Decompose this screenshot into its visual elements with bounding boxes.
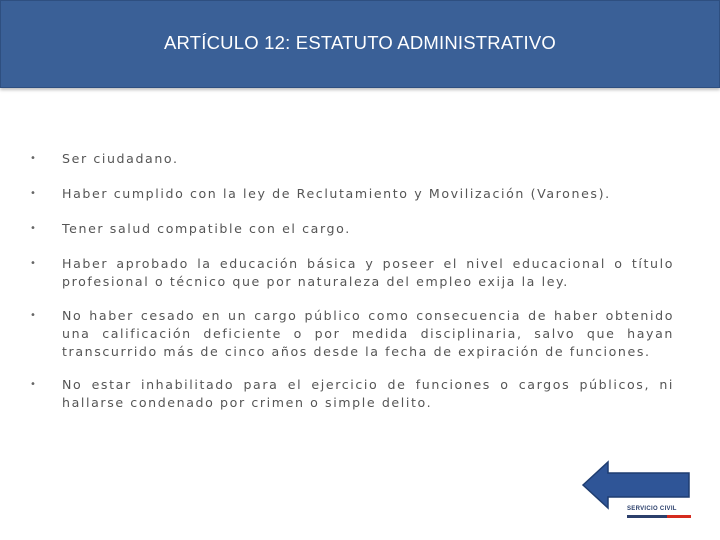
bullet-marker: • bbox=[30, 187, 38, 199]
logo-text: SERVICIO CIVIL bbox=[627, 506, 677, 512]
back-arrow-icon bbox=[581, 460, 691, 510]
list-item-text: No estar inhabilitado para el ejercicio de funciones o cargos públicos, ni hallarse condenado por crimen o simple delito. bbox=[62, 377, 674, 410]
bullet-marker: • bbox=[30, 222, 38, 234]
list-item-text: Haber cumplido con la ley de Reclutamiento y Movilización (Varones). bbox=[62, 185, 611, 201]
list-item bbox=[30, 376, 674, 412]
bullet-marker: • bbox=[30, 153, 38, 164]
slide-title: ARTÍCULO 12: ESTATUTO ADMINISTRATIVO bbox=[164, 32, 556, 53]
list-item bbox=[30, 185, 674, 203]
list-item-text: Ser ciudadano. bbox=[62, 151, 179, 166]
bullet-marker: • bbox=[30, 310, 38, 322]
list-item bbox=[30, 220, 674, 238]
bullet-marker: • bbox=[30, 257, 38, 269]
list-item bbox=[30, 307, 674, 361]
list-item-text: Tener salud compatible con el cargo. bbox=[62, 220, 351, 236]
title-bar bbox=[0, 0, 720, 88]
bullet-marker: • bbox=[30, 379, 38, 390]
servicio-civil-logo bbox=[627, 505, 691, 521]
back-button[interactable] bbox=[581, 460, 691, 510]
list-item-text: Haber aprobado la educación básica y poseer el nivel educacional o título profesional o técnico que por naturaleza del empleo exija la ley. bbox=[62, 255, 674, 289]
list-item-text: No haber cesado en un cargo público como consecuencia de haber obtenido una calificación deficiente o por medida disciplinaria, salvo que hayan transcurrido más de cinco años desde la fecha de expiración de funciones. bbox=[62, 308, 674, 360]
list-item bbox=[30, 150, 674, 168]
list-item bbox=[30, 255, 674, 291]
logo-stripe bbox=[627, 515, 691, 518]
requirements-list bbox=[30, 150, 674, 412]
